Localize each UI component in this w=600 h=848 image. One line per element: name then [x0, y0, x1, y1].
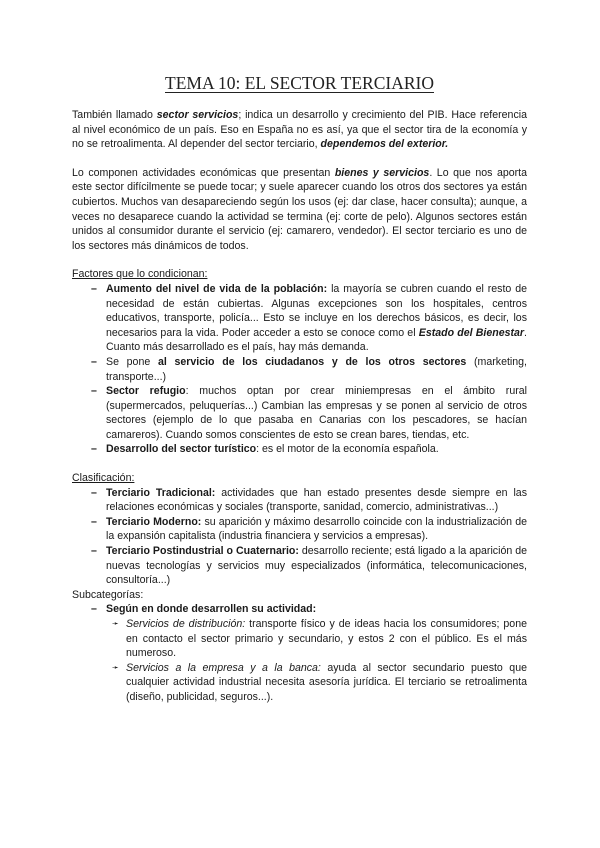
components-text-c: . Lo que nos aporta este sector difícilmente se puede tocar; y suele aparecer cuando los otros dos sectores ya están cubiertos. Muchos van desapareciendo según los usos (ej: dar clase, hacer consulta); aunque, a veces no desaparece cuando la actividad se termina (ej: corte de pelo). Algunos sectores están unidos al consumidor durante el servicio (ej: camarero, vendedor). El sector terciario es uno de los sectores más dinámicos de todos.: [72, 166, 527, 252]
factor-text: : es el motor de la economía española.: [256, 443, 439, 456]
class-text: actividades que han estado presentes desde siempre en las relaciones económicas y sociales (transporte, sanidad, comercio, administrativas...): [106, 486, 527, 514]
components-term: bienes y servicios: [334, 166, 430, 179]
components-paragraph: [72, 166, 527, 254]
list-item: [72, 515, 527, 544]
factor-title: Desarrollo del sector turístico: [106, 443, 257, 456]
subcat-text: ayuda al sector secundario puesto que cualquier actividad industrial necesita asesoría jurídica. El terciario se retroalimenta (diseño, publicidad, seguros...).: [126, 661, 527, 703]
factor-title: Sector refugio: [106, 385, 186, 398]
subcategorias-heading: Subcategorías:: [72, 588, 144, 601]
intro-text-c: ; indica un desarrollo y crecimiento del PIB. Hace referencia al nivel económico de un país. Eso en España no es así, ya que el sector tira de la economía y no se retroalimenta. Al depender del sector terciario,: [72, 109, 527, 151]
factor-title: Aumento del nivel de vida de la población:: [106, 282, 328, 295]
subcat-title: Servicios a la empresa y a la banca:: [126, 661, 321, 674]
subcat-text: transporte físico y de ideas hacia los consumidores; pone en contacto el sector primario y secundario, y estos 2 con el público. Es el más numeroso.: [126, 618, 527, 660]
list-item: [72, 442, 527, 457]
arrow-icon: ➛: [112, 662, 119, 672]
arrow-icon: ➛: [112, 619, 119, 628]
intro-emphasis: dependemos del exterior.: [320, 138, 449, 151]
clasificacion-heading: Clasificación:: [72, 472, 135, 485]
clasificacion-list: [72, 486, 527, 588]
subcategorias-sublist: [72, 617, 527, 705]
factor-emphasis: Estado del Bienestar: [418, 326, 525, 339]
factores-heading: Factores que lo condicionan:: [72, 268, 208, 281]
class-title: Terciario Tradicional:: [106, 486, 216, 499]
subcategorias-list: [72, 602, 527, 617]
list-item: [72, 544, 527, 588]
subcat-group-label: Según en donde desarrollen su actividad:: [106, 603, 317, 616]
factor-text: (marketing, transporte...): [106, 355, 527, 383]
class-text: desarrollo reciente; está ligado a la aparición de nuevas tecnologías y servicios muy especializados (informática, telecomunicaciones, consultoría...): [106, 545, 527, 587]
class-title: Terciario Postindustrial o Cuaternario:: [106, 545, 299, 558]
document-page: [72, 72, 527, 705]
list-item: [72, 486, 527, 515]
factor-title: al servicio de los ciudadanos y de los otros sectores: [157, 355, 467, 368]
intro-paragraph: [72, 108, 527, 152]
list-item: [72, 384, 527, 442]
intro-text-a: También llamado: [72, 109, 157, 121]
factores-list: [72, 282, 527, 457]
factor-text: : muchos optan por crear miniempresas en el ámbito rural (supermercados, peluquerías...) Cambian las empresas y se ponen al servicio de otros sectores (ejemplo de lo que pasaba en Canarias con los pescadores, se hacían camareros). Cuando somos conscientes de esto se crean bares, tiendas, etc.: [106, 385, 527, 441]
class-text: su aparición y máximo desarrollo coincide con la industrialización de la expansión capitalista (industria financiera y servicios a empresas).: [106, 515, 527, 543]
list-item: [72, 355, 527, 384]
components-text-a: Lo componen actividades económicas que presentan: [72, 166, 335, 179]
list-item: [72, 661, 527, 705]
list-item: [72, 602, 527, 617]
factor-text: la mayoría se cubren cuando el resto de necesidad de están cubiertas. Algunas excepciones son los hospitales, centros educativos, transporte, policía... Esto se incluye en los derechos básicos, es decir, los necesarios para la vida. Poder acceder a esto se conoce como el: [106, 282, 527, 339]
factor-pre: Se pone: [106, 355, 158, 368]
intro-term: sector servicios: [156, 109, 239, 121]
factor-tail: . Cuanto más desarrollado es el país, hay más demanda.: [106, 326, 527, 354]
class-title: Terciario Moderno:: [106, 515, 202, 528]
list-item: [72, 282, 527, 355]
page-title: TEMA 10: EL SECTOR TERCIARIO: [165, 73, 434, 93]
list-item: [72, 617, 527, 661]
subcat-title: Servicios de distribución:: [126, 618, 246, 630]
